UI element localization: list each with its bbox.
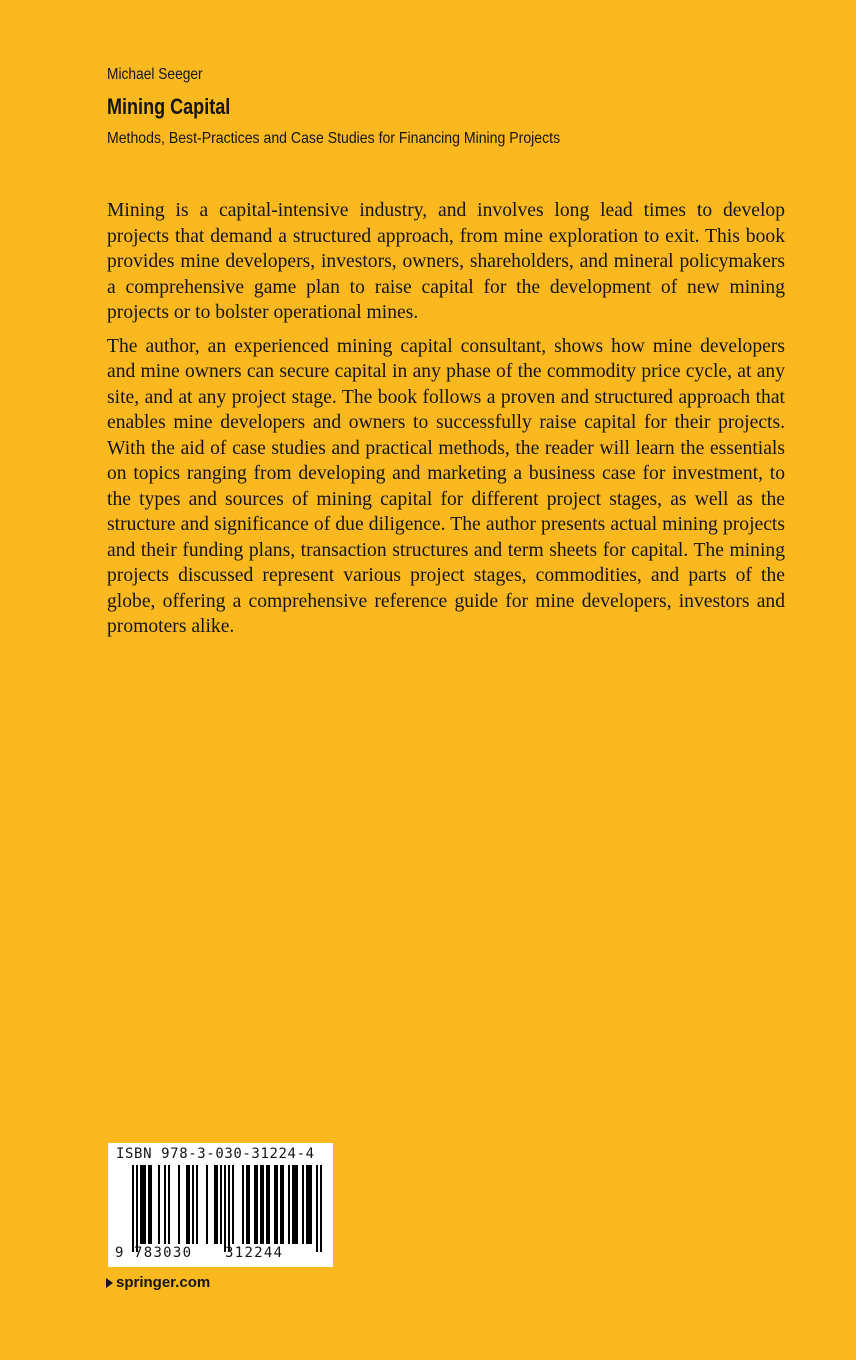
barcode-bar xyxy=(220,1165,222,1244)
ean-left-digits: 783030 xyxy=(134,1245,193,1261)
barcode-bar xyxy=(292,1165,294,1244)
barcode-bar xyxy=(136,1165,138,1252)
barcode-bar xyxy=(148,1165,150,1244)
publisher-url: springer.com xyxy=(116,1274,211,1291)
description-paragraph-1: Mining is a capital-intensive industry, and involves long lead times to develop projects that demand a structured approach, from mine exploration to exit. This book provides mine developers, investors, owners, shareholders, and mineral policymakers a comprehensive game plan to raise capital for the development of new mining projects or to bolster operational mines. xyxy=(107,200,785,323)
barcode-bar xyxy=(246,1165,248,1244)
barcode-bar xyxy=(266,1165,268,1244)
barcode-bar xyxy=(186,1165,188,1244)
barcode-bar xyxy=(276,1165,278,1244)
barcode-bar xyxy=(206,1165,208,1244)
barcode-bar xyxy=(302,1165,304,1244)
barcode-bar xyxy=(248,1165,250,1244)
barcode-bar xyxy=(320,1165,322,1252)
barcode-bar xyxy=(282,1165,284,1244)
ean-right-digits: 312244 xyxy=(225,1245,284,1261)
barcode-bar xyxy=(158,1165,160,1244)
barcode-bar xyxy=(274,1165,276,1244)
barcode-bar xyxy=(308,1165,310,1244)
barcode-bar xyxy=(288,1165,290,1244)
barcode-bar xyxy=(178,1165,180,1244)
barcode-bar xyxy=(316,1165,318,1252)
barcode-bar xyxy=(310,1165,312,1244)
barcode-bar xyxy=(188,1165,190,1244)
description-paragraph-2: The author, an experienced mining capital consultant, shows how mine developers and mine owners can secure capital in any phase of the commodity price cycle, at any site, and at any project stage. The book follows a proven and structured approach that enables mine developers and owners to successfully raise capital for their projects. With the aid of case studies and practical methods, the reader will learn the essentials on topics ranging from developing and marketing a business case for investment, to the types and sources of mining capital for different project stages, as well as the structure and significance of due diligence. The author presents actual mining projects and their funding plans, transaction structures and term sheets for capital. The mining projects discussed represent various project stages, commodities, and parts of the globe, offering a comprehensive reference guide for mine developers, investors and promoters alike. xyxy=(107,335,785,637)
barcode-bar xyxy=(164,1165,166,1244)
barcode-bar xyxy=(140,1165,142,1244)
barcode-bar xyxy=(150,1165,152,1244)
barcode-bar xyxy=(214,1165,216,1244)
barcode-bar xyxy=(306,1165,308,1244)
barcode-bar xyxy=(260,1165,262,1244)
barcode-bar xyxy=(242,1165,244,1244)
barcode-bar xyxy=(144,1165,146,1244)
barcode-bar xyxy=(268,1165,270,1244)
barcode-bar xyxy=(256,1165,258,1244)
barcode-bar xyxy=(168,1165,170,1244)
barcode-bar xyxy=(296,1165,298,1244)
barcode-bar xyxy=(132,1165,134,1252)
barcode-bar xyxy=(216,1165,218,1244)
publisher-link[interactable] xyxy=(106,1274,210,1291)
barcode-bar xyxy=(142,1165,144,1244)
barcode-bar xyxy=(254,1165,256,1244)
barcode-bar xyxy=(224,1165,226,1252)
author-name: Michael Seeger xyxy=(107,66,203,83)
isbn-barcode xyxy=(108,1143,333,1267)
barcode-bar xyxy=(280,1165,282,1244)
book-title: Mining Capital xyxy=(107,94,231,119)
book-subtitle: Methods, Best-Practices and Case Studies for Financing Mining Projects xyxy=(107,130,561,147)
barcode-bar xyxy=(232,1165,234,1244)
ean-first-digit: 9 xyxy=(115,1245,124,1261)
triangle-right-icon xyxy=(106,1278,113,1288)
barcode-bar xyxy=(196,1165,198,1244)
barcode-bar xyxy=(228,1165,230,1252)
barcode-bar xyxy=(192,1165,194,1244)
isbn-label: ISBN 978-3-030-31224-4 xyxy=(116,1146,315,1162)
barcode-bar xyxy=(294,1165,296,1244)
book-description xyxy=(107,198,785,648)
barcode-bar xyxy=(262,1165,264,1244)
